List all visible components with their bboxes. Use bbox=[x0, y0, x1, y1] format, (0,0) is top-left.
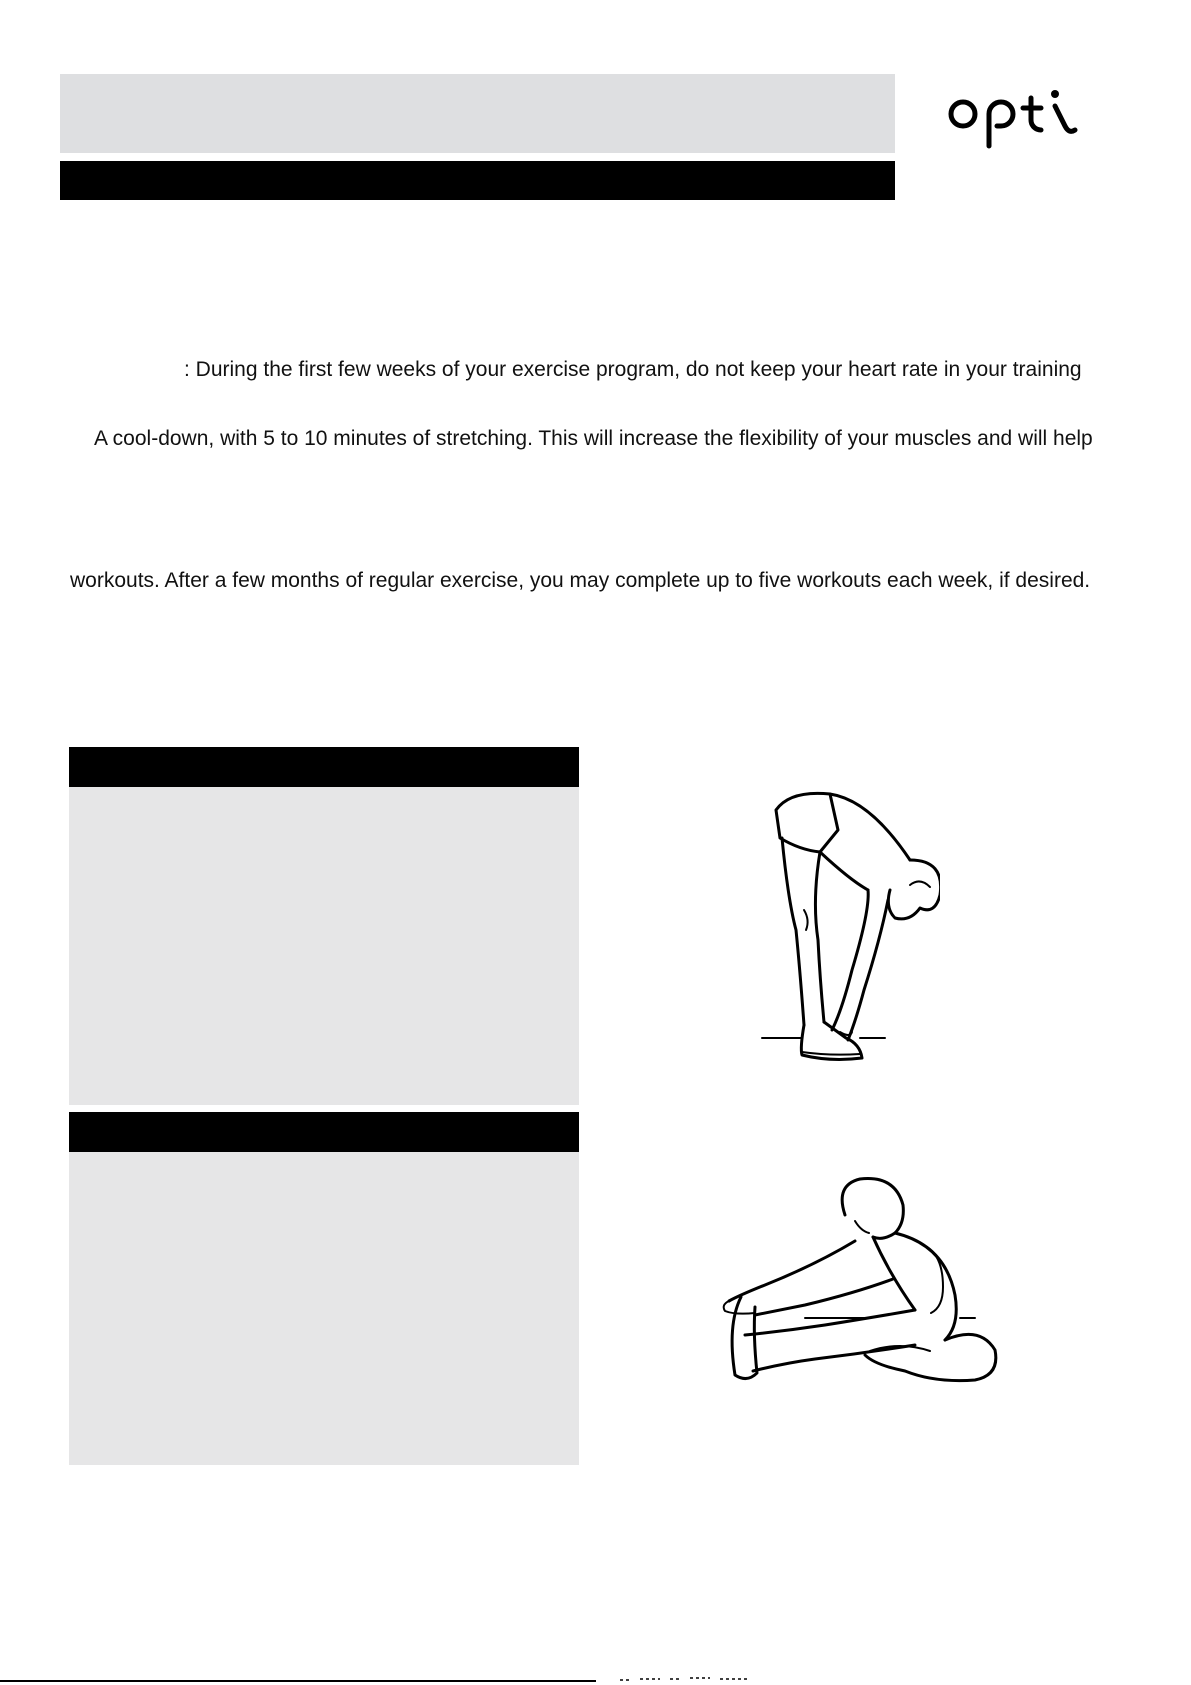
stretch-panel-header bbox=[69, 747, 579, 787]
body-text-line: A cool-down, with 5 to 10 minutes of stretching. This will increase the flexibility of your muscles and will help bbox=[94, 427, 1093, 450]
standing-toe-touch-illustration bbox=[760, 790, 940, 1080]
body-text-line: : During the first few weeks of your exercise program, do not keep your heart rate in your training bbox=[184, 358, 1082, 381]
footer-rule bbox=[0, 1680, 596, 1682]
stretch-panel-header bbox=[69, 1112, 579, 1152]
footer-marks bbox=[620, 1674, 760, 1682]
title-band bbox=[60, 74, 895, 153]
stretch-panel-body bbox=[69, 787, 579, 1105]
seated-hamstring-stretch-illustration bbox=[705, 1175, 1015, 1395]
opti-logo bbox=[945, 86, 1085, 156]
body-text-line: workouts. After a few months of regular exercise, you may complete up to five workouts each week, if desired. bbox=[70, 569, 1091, 592]
stretch-panel-body bbox=[69, 1152, 579, 1465]
section-header-bar bbox=[60, 161, 895, 200]
